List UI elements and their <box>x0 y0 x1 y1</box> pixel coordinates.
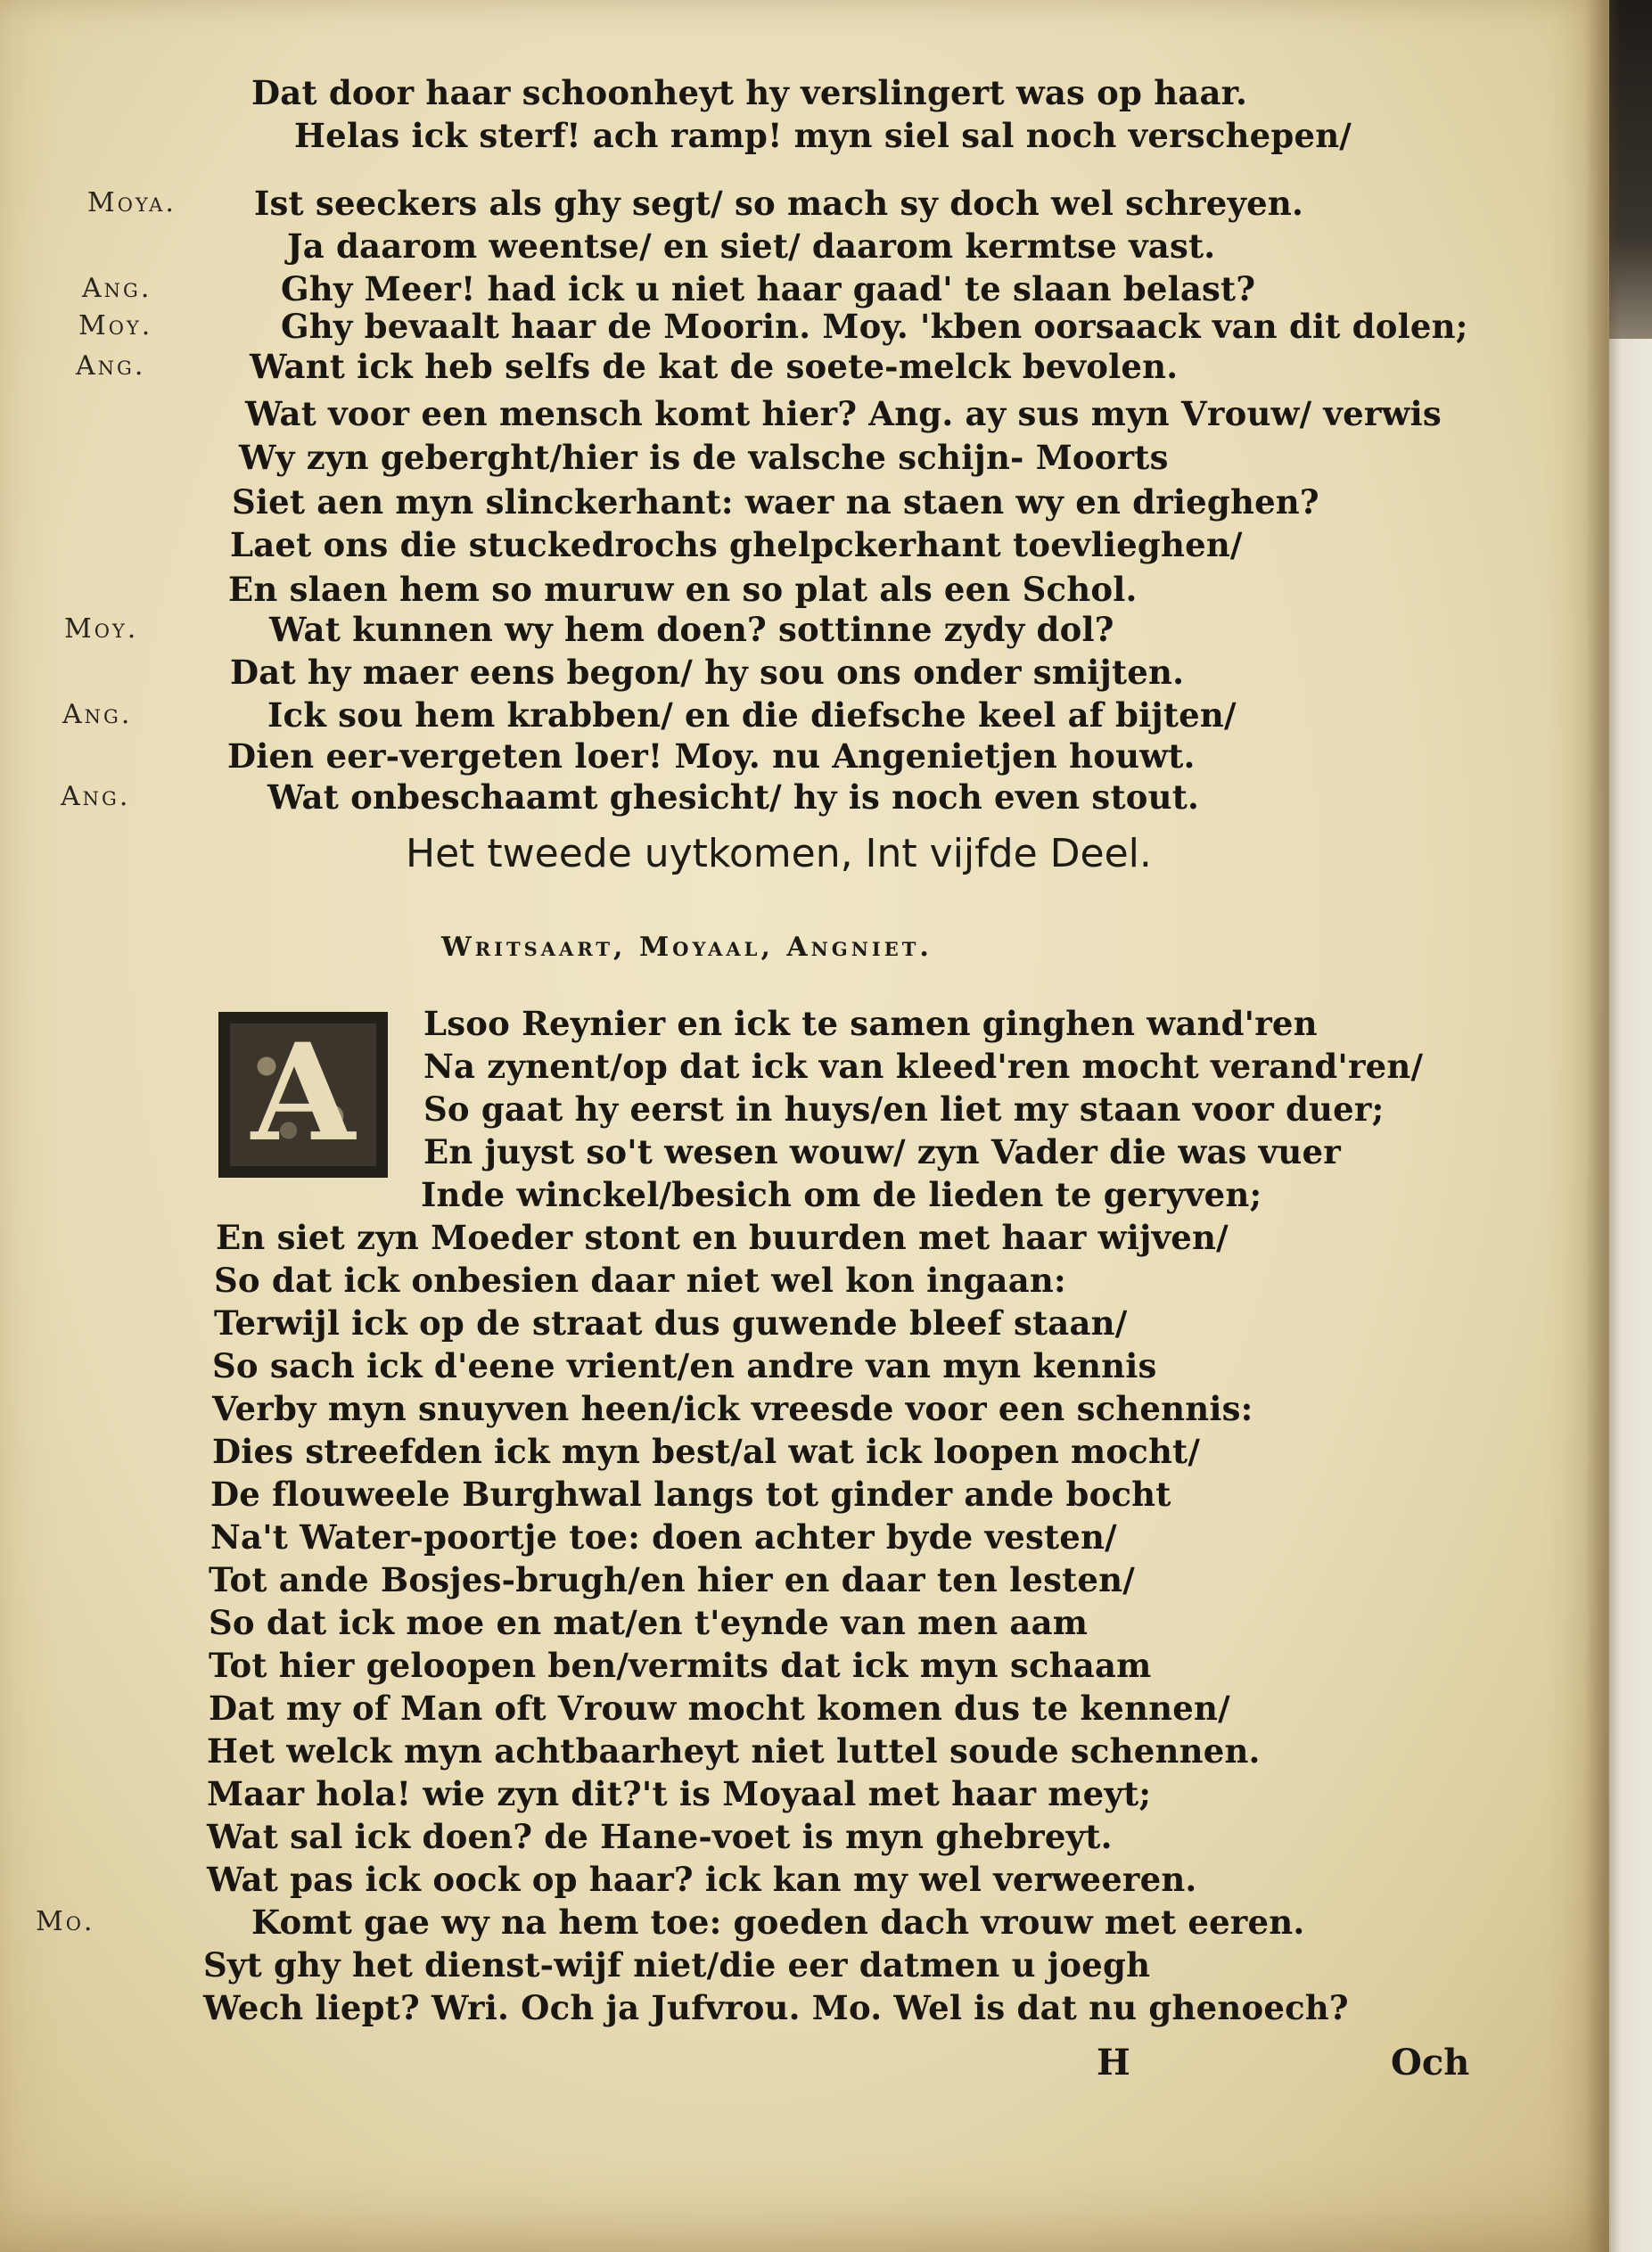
speaker-label: Ang. <box>62 699 133 730</box>
verse-line <box>0 1771 1569 1817</box>
speaker-label: Moy. <box>64 613 139 645</box>
verse-text: Wat onbeschaamt ghesicht/ hy is noch even stout. <box>267 777 1200 817</box>
verse-text: Wat voor een mensch komt hier? Ang. ay sus myn Vrouw/ verwis <box>245 394 1442 433</box>
verse-text: Dat my of Man oft Vrouw mocht komen dus te kennen/ <box>209 1689 1230 1728</box>
verse-text: Laet ons die stuckedrochs ghelpckerhant toevlieghen/ <box>230 525 1243 564</box>
verse-text: Ghy Meer! had ick u niet haar gaad' te slaan belast? <box>281 269 1256 308</box>
verse-text: Siet aen myn slinckerhant: waer na staen wy en drieghen? <box>232 482 1319 522</box>
verse-line <box>0 1514 1569 1560</box>
verse-text: De flouweele Burghwal langs tot ginder ande bocht <box>210 1475 1171 1514</box>
verse-text: So dat ick moe en mat/en t'eynde van men aam <box>209 1603 1089 1642</box>
verse-line <box>0 1685 1569 1731</box>
verse-text: Ick sou hem krabben/ en die diefsche keel af bijten/ <box>267 695 1237 735</box>
scene-heading: Het tweede uytkomen, Int vijfde Deel. <box>406 831 1152 876</box>
verse-line <box>0 434 1569 481</box>
verse-text: So dat ick onbesien daar niet wel kon ingaan: <box>214 1261 1066 1300</box>
verse-line <box>0 1899 1569 1945</box>
verse-text: So gaat hy eerst in huys/en liet my staan voor duer; <box>423 1089 1385 1129</box>
verse-line <box>0 1985 1569 2031</box>
verse-text: Lsoo Reynier en ick te samen ginghen wand'ren <box>423 1004 1318 1043</box>
verse-text: Dies streefden ick myn best/al wat ick loopen mocht/ <box>212 1432 1201 1471</box>
verse-line <box>0 1471 1569 1517</box>
verse-text: En slaen hem so muruw en so plat als een Schol. <box>228 570 1138 609</box>
verse-line <box>0 1171 1569 1218</box>
verse-line <box>0 1942 1569 1988</box>
verse-line <box>0 1813 1569 1860</box>
verse-line <box>0 1642 1569 1689</box>
verse-text: Syt ghy het dienst-wijf niet/die eer datmen u joegh <box>203 1945 1151 1985</box>
verse-text: Dat door haar schoonheyt hy verslingert was op haar. <box>251 73 1248 112</box>
verse-text: Ja daarom weentse/ en siet/ daarom kermtse vast. <box>287 226 1216 266</box>
verse-line <box>0 649 1569 695</box>
verse-line <box>0 1385 1569 1432</box>
verse-text: Dat hy maer eens begon/ hy sou ons onder smijten. <box>230 653 1185 692</box>
verse-line <box>0 70 1569 116</box>
verse-line <box>0 1214 1569 1261</box>
verse-text: Terwijl ick op de straat dus guwende bleef staan/ <box>214 1303 1128 1343</box>
verse-line <box>0 343 1569 390</box>
verse-text: Verby myn snuyven heen/ick vreesde voor een schennis: <box>212 1389 1253 1428</box>
initial-letter: A <box>251 1015 356 1171</box>
verse-line <box>0 1043 1569 1089</box>
verse-text: En juyst so't wesen wouw/ zyn Vader die was vuer <box>423 1132 1341 1171</box>
verse-text: Wat pas ick oock op haar? ick kan my wel verweeren. <box>207 1860 1197 1899</box>
verse-line <box>0 522 1569 568</box>
verse-line <box>0 1000 1569 1047</box>
verse-line <box>0 1343 1569 1389</box>
verse-line <box>0 1599 1569 1646</box>
verse-text: Ist seeckers als ghy segt/ so mach sy doch wel schreyen. <box>254 184 1304 223</box>
speaker-label: Ang. <box>82 273 152 304</box>
verse-text: Wat kunnen wy hem doen? sottinne zydy dol? <box>269 610 1114 649</box>
verse-line <box>0 1728 1569 1774</box>
verse-line <box>0 1856 1569 1903</box>
verse-line <box>0 1129 1569 1175</box>
verse-line <box>0 479 1569 525</box>
verse-text: Dien eer-vergeten loer! Moy. nu Angenietjen houwt. <box>227 736 1196 776</box>
speaker-label: Moya. <box>87 187 177 218</box>
verse-line <box>0 1557 1569 1603</box>
verse-line <box>0 112 1569 159</box>
characters-list: Writsaart, Moyaal, Angniet. <box>441 932 933 963</box>
verse-line <box>0 223 1569 269</box>
verse-line <box>0 180 1569 226</box>
verse-text: Tot ande Bosjes-brugh/en hier en daar ten lesten/ <box>209 1560 1135 1599</box>
speaker-label: Ang. <box>76 350 146 382</box>
verse-line <box>0 1300 1569 1346</box>
verse-text: Tot hier geloopen ben/vermits dat ick myn schaam <box>209 1646 1152 1685</box>
verse-line <box>0 390 1569 437</box>
verse-text: Wech liept? Wri. Och ja Jufvrou. Mo. Wel is dat nu ghenoech? <box>203 1988 1349 2027</box>
speaker-label: Mo. <box>36 1906 95 1937</box>
verse-text: Wy zyn geberght/hier is de valsche schijn- Moorts <box>239 438 1169 477</box>
verse-line <box>0 606 1569 653</box>
verse-line <box>0 774 1569 820</box>
verse-text: Want ick heb selfs de kat de soete-melck bevolen. <box>250 347 1179 386</box>
speaker-label: Ang. <box>61 781 131 812</box>
verse-text: En siet zyn Moeder stont en buurden met haar wijven/ <box>216 1218 1229 1257</box>
speaker-label: Moy. <box>78 310 153 341</box>
verse-text: Na't Water-poortje toe: doen achter byde vesten/ <box>210 1517 1117 1557</box>
verse-text: Het welck myn achtbaarheyt niet luttel soude schennen. <box>207 1731 1261 1771</box>
verse-line <box>0 1257 1569 1303</box>
signature-mark: H <box>1097 2042 1130 2084</box>
catchword: Och <box>1391 2042 1470 2084</box>
verse-text: Wat sal ick doen? de Hane-voet is myn ghebreyt. <box>207 1817 1113 1856</box>
verse-line <box>0 692 1569 738</box>
verse-text: Maar hola! wie zyn dit?'t is Moyaal met haar meyt; <box>207 1774 1152 1813</box>
verse-line <box>0 1428 1569 1475</box>
verse-text: Na zynent/op dat ick van kleed'ren mocht verand'ren/ <box>423 1047 1424 1086</box>
verse-text: Helas ick sterf! ach ramp! myn siel sal noch verschepen/ <box>294 116 1352 155</box>
verse-line <box>0 1086 1569 1132</box>
verse-text: Ghy bevaalt haar de Moorin. Moy. 'kben oorsaack van dit dolen; <box>281 307 1468 346</box>
verse-text: Komt gae wy na hem toe: goeden dach vrouw met eeren. <box>251 1903 1305 1942</box>
verse-text: Inde winckel/besich om de lieden te geryven; <box>421 1175 1262 1214</box>
verse-text: So sach ick d'eene vrient/en andre van myn kennis <box>212 1346 1157 1385</box>
page-edge-shadow <box>1585 0 1621 2252</box>
verse-line <box>0 733 1569 779</box>
